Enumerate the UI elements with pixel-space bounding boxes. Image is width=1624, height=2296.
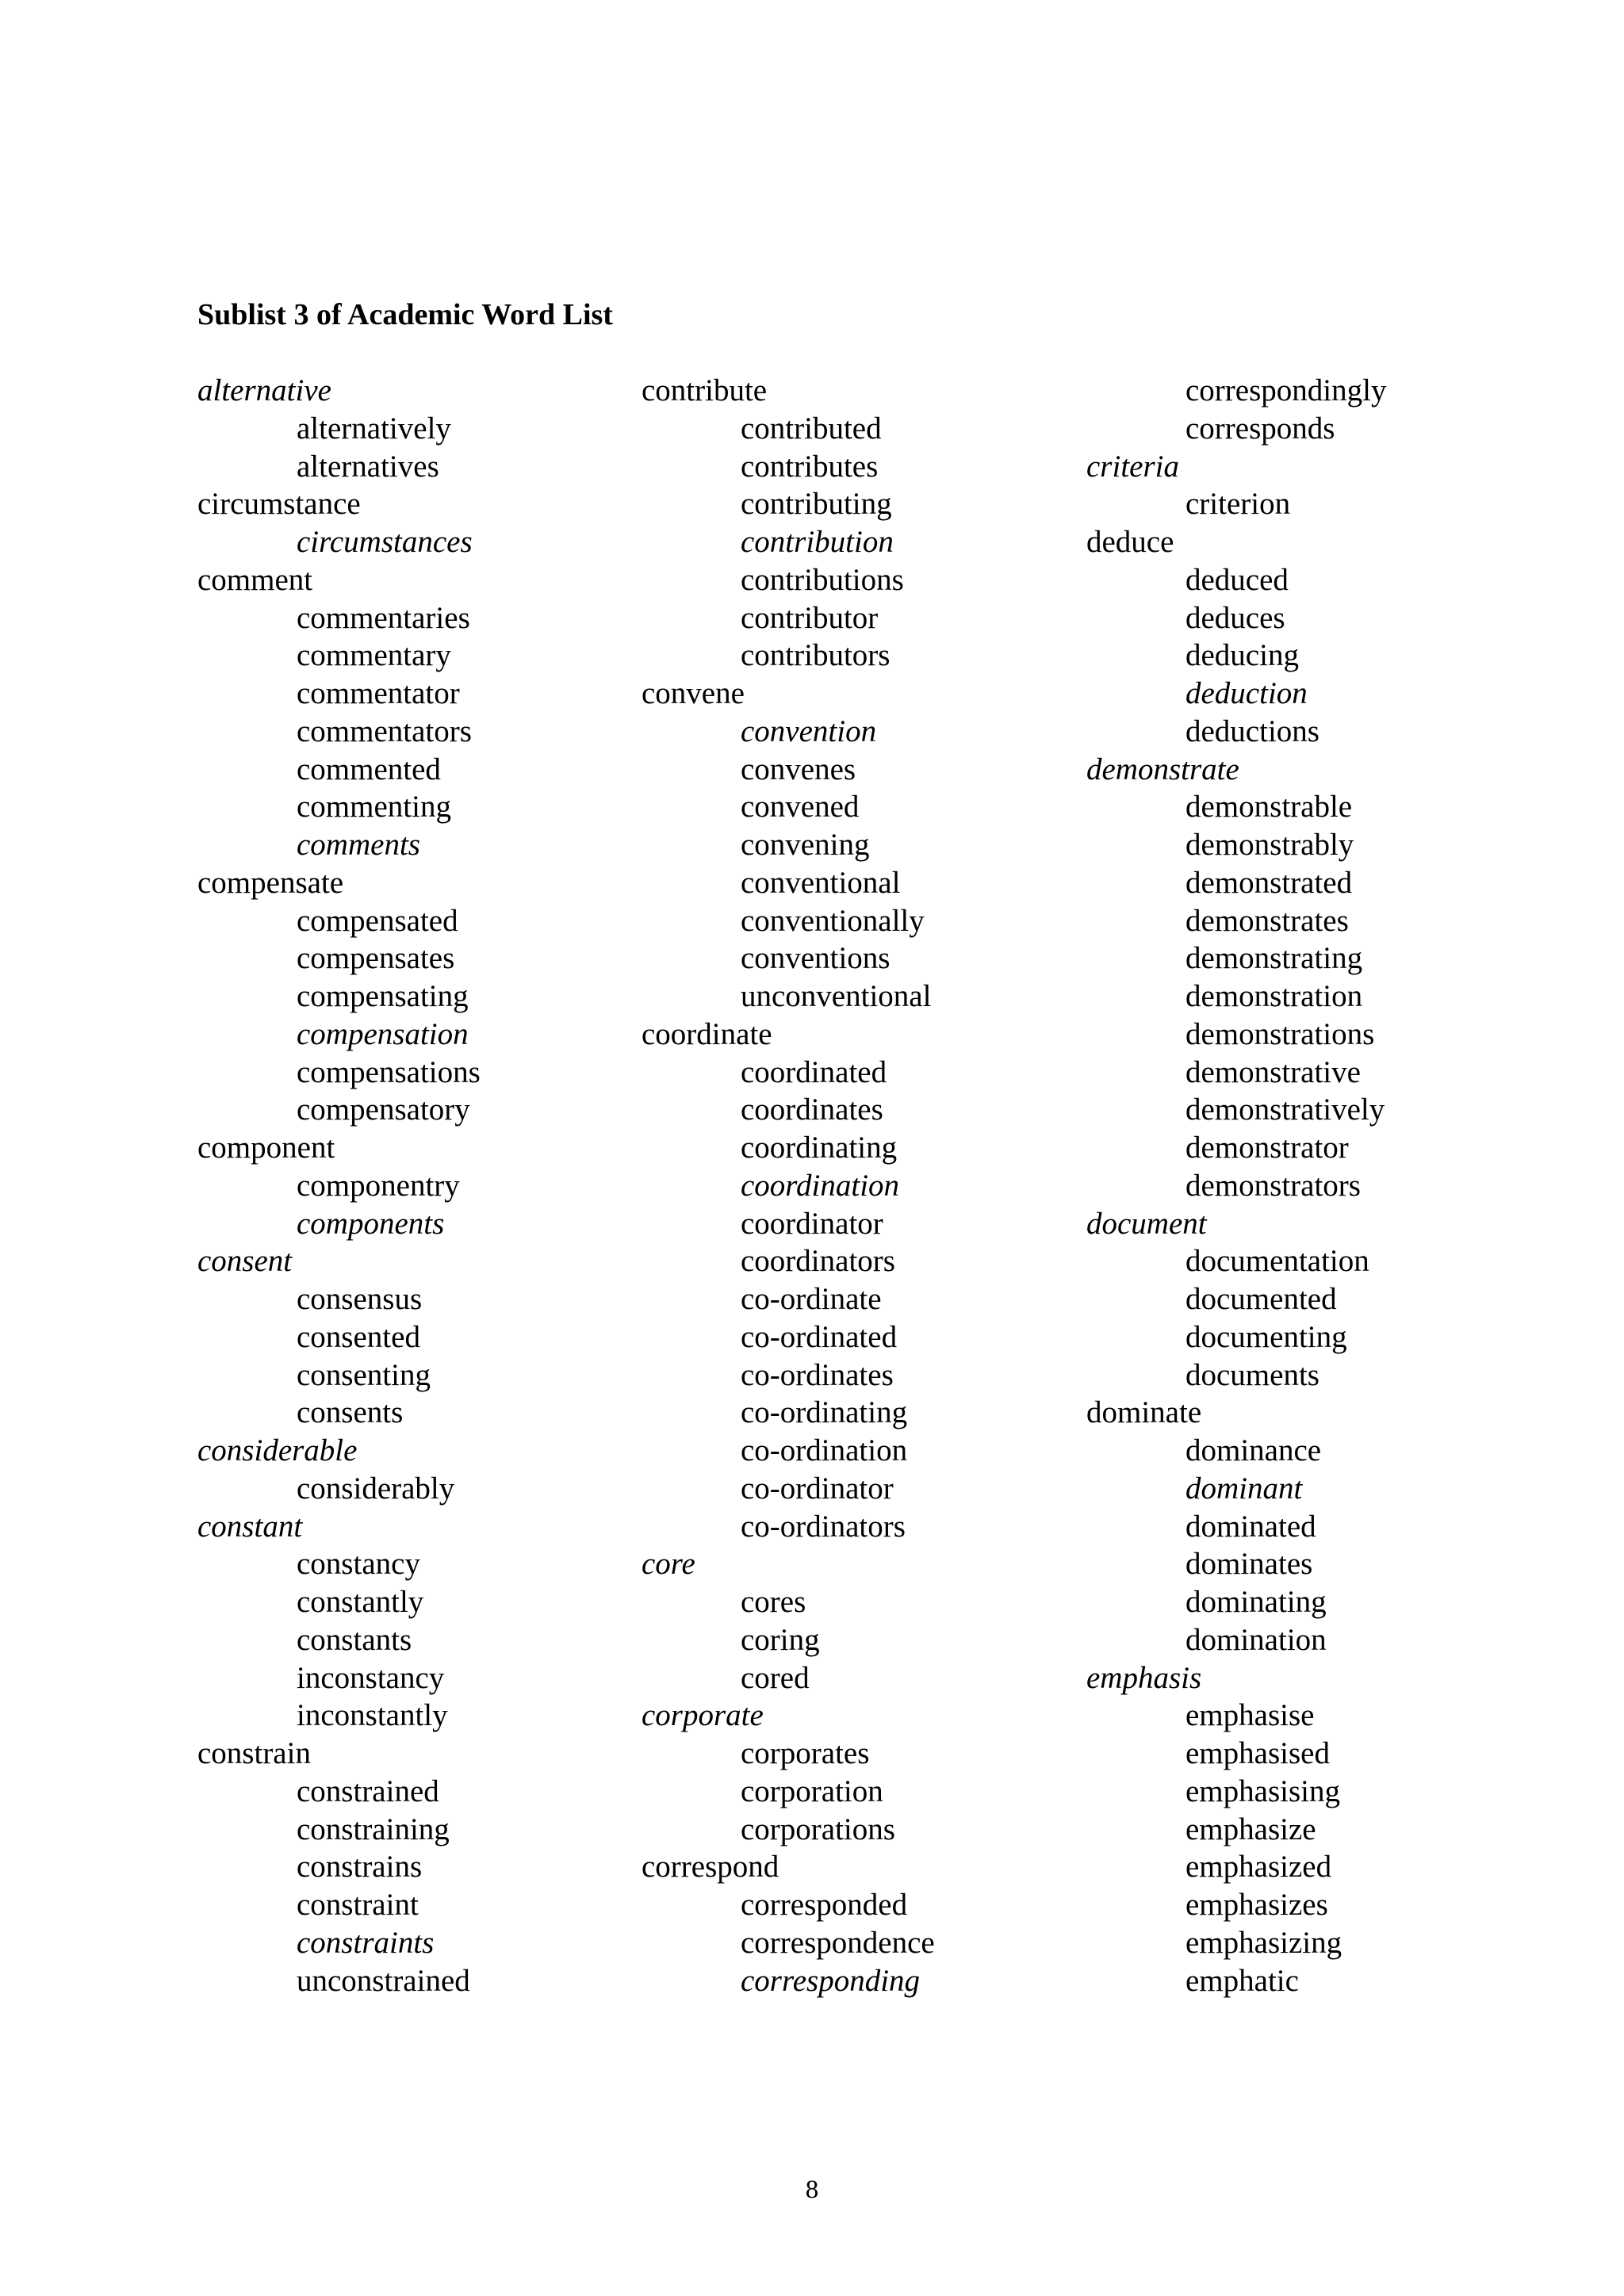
word-family-member: compensated — [297, 903, 458, 938]
word-family-member: deduces — [1185, 600, 1285, 635]
headword: alternative — [197, 373, 331, 408]
word-family-member: convened — [741, 790, 860, 825]
word-family-member: emphasize — [1185, 1812, 1316, 1846]
word-family-member: constrained — [297, 1774, 439, 1808]
word-family-member: co-ordination — [741, 1433, 908, 1468]
word-family-member: conventional — [741, 865, 901, 900]
word-family-member: corresponds — [1185, 411, 1335, 446]
headword: criteria — [1086, 449, 1179, 484]
word-family-member: convening — [741, 828, 870, 862]
word-family-member: co-ordinate — [741, 1282, 882, 1316]
page-number: 8 — [805, 2175, 819, 2204]
word-family-member: contributing — [741, 487, 892, 522]
headword: consent — [197, 1244, 293, 1279]
word-family-member: constraining — [297, 1812, 450, 1846]
word-family-member: demonstrably — [1185, 828, 1354, 862]
word-family-member: cored — [741, 1660, 810, 1695]
word-family-member: demonstrative — [1185, 1054, 1361, 1089]
word-family-member: constancy — [297, 1547, 420, 1582]
word-family-member: co-ordinated — [741, 1319, 898, 1354]
word-family-member: documented — [1185, 1282, 1337, 1316]
headword: compensate — [197, 865, 344, 900]
word-family-member: criterion — [1185, 487, 1291, 522]
word-family-member: convenes — [741, 752, 856, 786]
word-column-2 — [642, 372, 935, 1999]
word-family-member: compensates — [297, 941, 455, 976]
word-family-member: documenting — [1185, 1319, 1347, 1354]
word-family-member: contribution — [741, 525, 894, 559]
word-family-member: demonstrator — [1185, 1131, 1349, 1165]
word-family-member: alternatively — [297, 411, 451, 446]
word-family-member: commentaries — [297, 600, 470, 635]
word-family-member: constraints — [297, 1925, 435, 1960]
word-column-1 — [197, 372, 481, 1999]
word-family-member: componentry — [297, 1168, 460, 1203]
headword: convene — [642, 676, 745, 710]
headword: corporate — [642, 1698, 764, 1733]
word-family-member: constantly — [297, 1585, 424, 1619]
headword: contribute — [642, 373, 768, 408]
word-family-member: coordinating — [741, 1131, 898, 1165]
word-family-member: coring — [741, 1622, 820, 1657]
word-family-member: corresponding — [741, 1963, 921, 1998]
word-family-member: conventions — [741, 941, 891, 976]
headword: coordinate — [642, 1016, 772, 1051]
word-family-member: coordinator — [741, 1206, 883, 1241]
word-family-member: inconstancy — [297, 1660, 445, 1695]
word-family-member: demonstratively — [1185, 1093, 1385, 1127]
word-family-member: coordination — [741, 1168, 900, 1203]
word-family-member: contributes — [741, 449, 879, 484]
word-family-member: domination — [1185, 1622, 1327, 1657]
word-column-3 — [1086, 372, 1386, 1999]
word-family-member: demonstrated — [1185, 865, 1353, 900]
headword: core — [642, 1547, 695, 1582]
word-family-member: emphasizing — [1185, 1925, 1342, 1960]
word-family-member: constrains — [297, 1850, 423, 1885]
headword: demonstrate — [1086, 752, 1239, 786]
word-family-member: co-ordinator — [741, 1471, 894, 1506]
word-family-member: co-ordinates — [741, 1357, 894, 1392]
headword: comment — [197, 562, 313, 597]
headword: emphasis — [1086, 1660, 1202, 1695]
word-family-member: cores — [741, 1585, 806, 1619]
word-family-member: consented — [297, 1319, 420, 1354]
word-family-member: consenting — [297, 1357, 431, 1392]
word-family-member: components — [297, 1206, 445, 1241]
word-family-member: compensatory — [297, 1093, 470, 1127]
headword: component — [197, 1131, 335, 1165]
word-family-member: emphatic — [1185, 1963, 1299, 1998]
word-family-member: co-ordinating — [741, 1395, 908, 1430]
headword: circumstance — [197, 487, 361, 522]
word-family-member: deducing — [1185, 638, 1299, 673]
word-family-member: constraint — [297, 1888, 419, 1922]
word-family-member: commentator — [297, 676, 460, 710]
word-family-member: constants — [297, 1622, 412, 1657]
word-family-member: deductions — [1185, 714, 1320, 748]
word-family-member: corporates — [741, 1736, 870, 1770]
word-family-member: commenting — [297, 790, 451, 825]
word-family-member: commentary — [297, 638, 451, 673]
word-family-member: demonstrators — [1185, 1168, 1361, 1203]
word-family-member: dominant — [1185, 1471, 1303, 1506]
word-family-member: alternatives — [297, 449, 439, 484]
word-family-member: compensating — [297, 979, 469, 1013]
word-family-member: unconstrained — [297, 1963, 470, 1998]
word-family-member: co-ordinators — [741, 1509, 906, 1544]
headword: deduce — [1086, 525, 1174, 559]
word-family-member: coordinated — [741, 1054, 887, 1089]
word-family-member: deduced — [1185, 562, 1289, 597]
word-family-member: contributor — [741, 600, 879, 635]
word-family-member: considerably — [297, 1471, 455, 1506]
word-family-member: dominating — [1185, 1585, 1327, 1619]
word-family-member: documents — [1185, 1357, 1320, 1392]
word-family-member: consents — [297, 1395, 404, 1430]
word-family-member: dominates — [1185, 1547, 1313, 1582]
word-family-member: circumstances — [297, 525, 473, 559]
word-family-member: demonstrating — [1185, 941, 1363, 976]
word-family-member: unconventional — [741, 979, 932, 1013]
word-family-member: dominated — [1185, 1509, 1316, 1544]
word-family-member: inconstantly — [297, 1698, 448, 1733]
word-family-member: coordinators — [741, 1244, 895, 1279]
word-family-member: documentation — [1185, 1244, 1369, 1279]
word-family-member: correspondence — [741, 1925, 935, 1960]
page-title: Sublist 3 of Academic Word List — [197, 298, 613, 331]
word-family-member: emphasised — [1185, 1736, 1330, 1770]
word-family-member: contributed — [741, 411, 882, 446]
word-family-member: corporations — [741, 1812, 895, 1846]
headword: dominate — [1086, 1395, 1202, 1430]
word-family-member: corporation — [741, 1774, 883, 1808]
word-family-member: commentators — [297, 714, 472, 748]
word-family-member: contributors — [741, 638, 891, 673]
word-family-member: conventionally — [741, 903, 925, 938]
word-family-member: emphasizes — [1185, 1888, 1328, 1922]
word-family-member: emphasise — [1185, 1698, 1315, 1733]
word-family-member: contributions — [741, 562, 904, 597]
word-family-member: convention — [741, 714, 877, 748]
word-family-member: dominance — [1185, 1433, 1322, 1468]
word-family-member: correspondingly — [1185, 373, 1387, 408]
headword: considerable — [197, 1433, 358, 1468]
word-family-member: emphasising — [1185, 1774, 1340, 1808]
word-family-member: corresponded — [741, 1888, 908, 1922]
word-family-member: compensations — [297, 1054, 481, 1089]
word-family-member: demonstrates — [1185, 903, 1349, 938]
word-family-member: deduction — [1185, 676, 1308, 710]
word-family-member: demonstrations — [1185, 1016, 1375, 1051]
word-family-member: compensation — [297, 1016, 469, 1051]
word-family-member: comments — [297, 828, 420, 862]
headword: correspond — [642, 1850, 779, 1885]
word-family-member: commented — [297, 752, 441, 786]
word-family-member: demonstration — [1185, 979, 1363, 1013]
word-family-member: coordinates — [741, 1093, 883, 1127]
headword: constrain — [197, 1736, 311, 1770]
headword: constant — [197, 1509, 303, 1544]
word-family-member: consensus — [297, 1282, 423, 1316]
word-family-member: demonstrable — [1185, 790, 1353, 825]
headword: document — [1086, 1206, 1207, 1241]
word-family-member: emphasized — [1185, 1850, 1332, 1885]
